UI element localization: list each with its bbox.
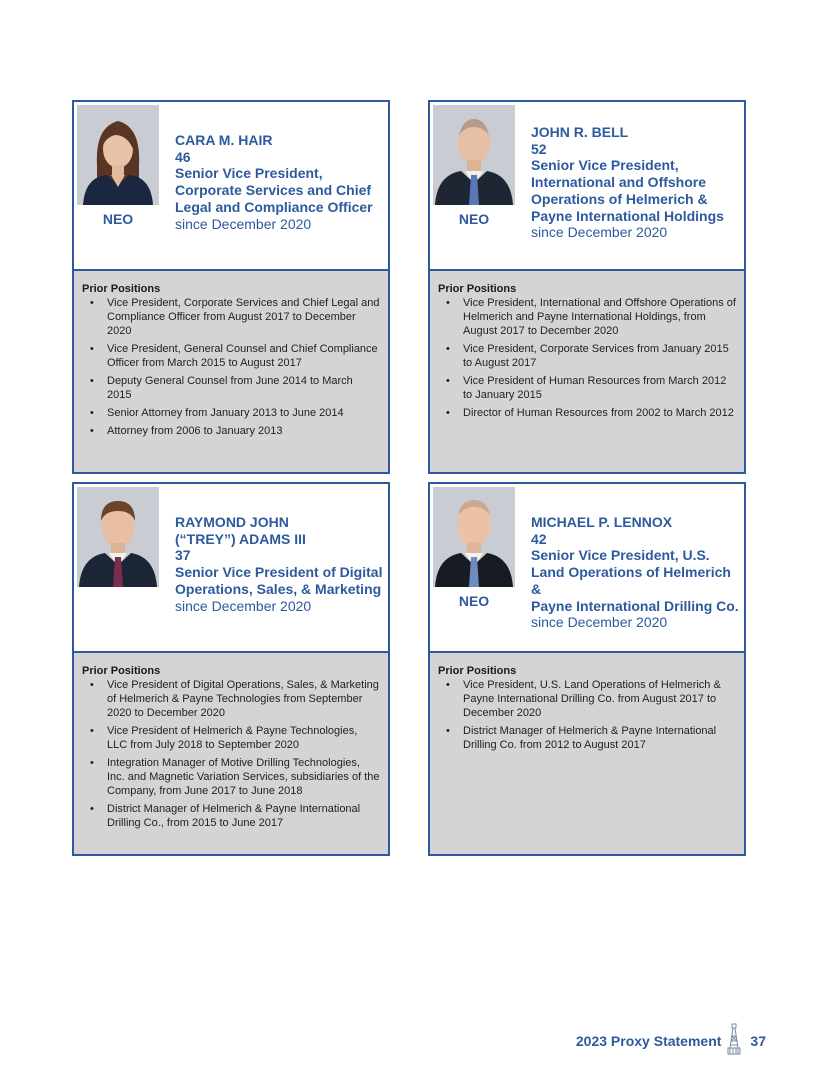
executive-title-line: Land Operations of Helmerich & xyxy=(531,564,731,597)
prior-positions-heading: Prior Positions xyxy=(82,665,161,677)
position-item: • Vice President, Corporate Services from January 2015 to August 2017 xyxy=(446,342,736,370)
executive-title-line: Legal and Compliance Officer xyxy=(175,198,373,215)
page-number: 37 xyxy=(750,1032,766,1049)
prior-positions-list xyxy=(438,296,736,420)
position-item: • Vice President, International and Offshore Operations of Helmerich and Payne International Holdings, from August 2017 to December 2020 xyxy=(446,296,736,338)
executive-title-line: Senior Vice President, U.S. xyxy=(531,547,710,564)
executive-card-hair xyxy=(72,100,390,474)
executive-title-line: International and Offshore xyxy=(531,174,707,191)
executive-card-bell xyxy=(428,100,746,474)
executive-since: since December 2020 xyxy=(175,215,312,232)
prior-positions-heading: Prior Positions xyxy=(438,283,517,295)
footer-label: 2023 Proxy Statement xyxy=(575,1032,722,1049)
executive-age: 52 xyxy=(531,140,547,157)
position-item: • Director of Human Resources from 2002 to March 2012 xyxy=(446,406,736,420)
executive-photo xyxy=(433,105,515,205)
executive-name: CARA M. HAIR xyxy=(175,132,273,148)
prior-positions-panel xyxy=(430,653,744,854)
executive-photo xyxy=(433,487,515,587)
prior-positions-panel xyxy=(430,271,744,472)
neo-badge: NEO xyxy=(458,593,490,609)
executive-name: RAYMOND JOHN xyxy=(175,514,289,530)
prior-positions-heading: Prior Positions xyxy=(438,665,517,677)
page-footer xyxy=(576,1022,766,1059)
position-item: • Vice President of Helmerich & Payne Technologies, LLC from July 2018 to September 2020 xyxy=(90,724,380,752)
executive-since: since December 2020 xyxy=(175,597,312,614)
executive-title-line: Payne International Drilling Co. xyxy=(531,597,739,614)
executive-name: (“TREY”) ADAMS III xyxy=(175,530,306,547)
position-item: • District Manager of Helmerich & Payne International Drilling Co. from 2012 to August 2017 xyxy=(446,724,736,752)
position-item: • Senior Attorney from January 2013 to June 2014 xyxy=(90,406,380,420)
executive-name: JOHN R. BELL xyxy=(531,124,629,140)
executive-title-line: Senior Vice President of Digital xyxy=(175,564,383,581)
executive-age: 46 xyxy=(175,148,191,165)
position-item: • Attorney from 2006 to January 2013 xyxy=(90,424,380,438)
executive-since: since December 2020 xyxy=(531,614,668,631)
executive-info xyxy=(175,514,384,614)
executive-photo xyxy=(77,105,159,205)
position-item: • Integration Manager of Motive Drilling Technologies, Inc. and Magnetic Variation Services, subsidiaries of the Company, from June 2017 to June 2018 xyxy=(90,756,380,798)
prior-positions-panel xyxy=(74,653,388,854)
executive-title-line: Senior Vice President, xyxy=(531,157,679,174)
executive-since: since December 2020 xyxy=(531,224,668,241)
neo-badge: NEO xyxy=(102,211,134,227)
executive-age: 37 xyxy=(175,547,191,564)
executive-info xyxy=(175,132,384,232)
position-item: • Vice President of Digital Operations, Sales, & Marketing of Helmerich & Payne Technologies from September 2020 to December 2020 xyxy=(90,678,380,720)
executive-name: MICHAEL P. LENNOX xyxy=(531,514,673,530)
executive-info xyxy=(531,124,740,241)
position-item: • Vice President of Human Resources from March 2012 to January 2015 xyxy=(446,374,736,402)
executive-header xyxy=(74,484,388,653)
executive-title-line: Senior Vice President, xyxy=(175,165,323,182)
executive-header xyxy=(74,102,388,271)
executive-title-line: Corporate Services and Chief xyxy=(175,182,372,199)
prior-positions-list xyxy=(438,678,736,752)
position-item: • Vice President, Corporate Services and Chief Legal and Compliance Officer from August 2017 to December 2020 xyxy=(90,296,380,338)
position-item: • District Manager of Helmerich & Payne International Drilling Co., from 2015 to June 2017 xyxy=(90,802,380,830)
prior-positions-list xyxy=(82,296,380,438)
executive-title-line: Operations, Sales, & Marketing xyxy=(175,580,382,597)
drilling-rig-icon xyxy=(727,1022,741,1059)
executive-card-lennox xyxy=(428,482,746,856)
executive-header xyxy=(430,484,744,653)
prior-positions-panel xyxy=(74,271,388,472)
prior-positions-heading: Prior Positions xyxy=(82,283,161,295)
executive-card-adams xyxy=(72,482,390,856)
executive-photo xyxy=(77,487,159,587)
position-item: • Vice President, General Counsel and Chief Compliance Officer from March 2015 to August 2017 xyxy=(90,342,380,370)
position-item: • Deputy General Counsel from June 2014 to March 2015 xyxy=(90,374,380,402)
executive-title-line: Operations of Helmerich & xyxy=(531,190,708,207)
prior-positions-list xyxy=(82,678,380,830)
executive-info xyxy=(531,514,740,631)
neo-badge: NEO xyxy=(458,211,490,227)
executive-age: 42 xyxy=(531,530,547,547)
executive-header xyxy=(430,102,744,271)
executive-title-line: Payne International Holdings xyxy=(531,207,724,224)
position-item: • Vice President, U.S. Land Operations of Helmerich & Payne International Drilling Co. from August 2017 to December 2020 xyxy=(446,678,736,720)
